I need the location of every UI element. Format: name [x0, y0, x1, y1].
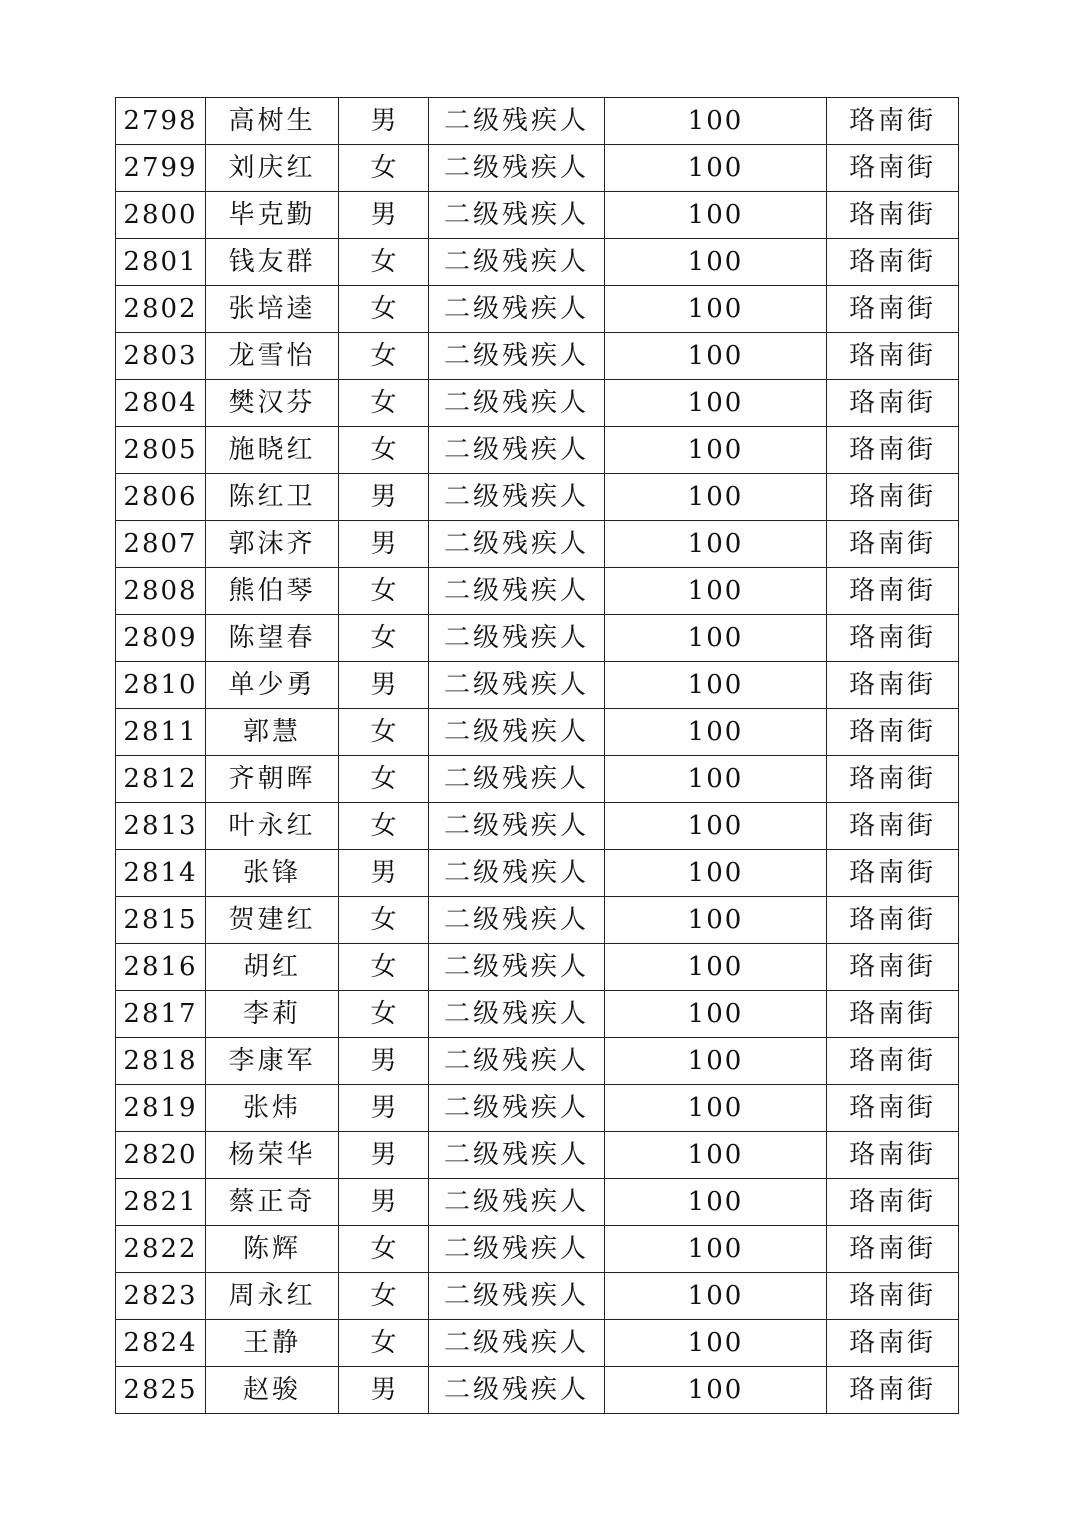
gender-cell: 女 — [339, 803, 429, 850]
row-number-cell: 2821 — [116, 1179, 206, 1226]
amount-cell: 100 — [605, 944, 827, 991]
table-row — [116, 474, 959, 521]
disability-level-cell: 二级残疾人 — [429, 850, 605, 897]
street-cell: 珞南街 — [827, 474, 959, 521]
street-cell: 珞南街 — [827, 1273, 959, 1320]
disability-level-cell: 二级残疾人 — [429, 98, 605, 145]
gender-cell: 男 — [339, 521, 429, 568]
person-name-cell: 胡红 — [206, 944, 339, 991]
disability-level-cell: 二级残疾人 — [429, 145, 605, 192]
person-name-cell: 单少勇 — [206, 662, 339, 709]
person-name-cell: 刘庆红 — [206, 145, 339, 192]
street-cell: 珞南街 — [827, 98, 959, 145]
disability-level-cell: 二级残疾人 — [429, 1273, 605, 1320]
street-cell: 珞南街 — [827, 944, 959, 991]
amount-cell: 100 — [605, 1132, 827, 1179]
amount-cell: 100 — [605, 991, 827, 1038]
gender-cell: 女 — [339, 709, 429, 756]
street-cell: 珞南街 — [827, 521, 959, 568]
table-row — [116, 756, 959, 803]
row-number-cell: 2825 — [116, 1367, 206, 1414]
gender-cell: 男 — [339, 98, 429, 145]
person-name-cell: 钱友群 — [206, 239, 339, 286]
table-row — [116, 1085, 959, 1132]
person-name-cell: 郭沫齐 — [206, 521, 339, 568]
gender-cell: 女 — [339, 756, 429, 803]
gender-cell: 女 — [339, 380, 429, 427]
row-number-cell: 2805 — [116, 427, 206, 474]
disability-level-cell: 二级残疾人 — [429, 615, 605, 662]
disability-level-cell: 二级残疾人 — [429, 1132, 605, 1179]
disability-level-cell: 二级残疾人 — [429, 1179, 605, 1226]
table-row — [116, 709, 959, 756]
row-number-cell: 2798 — [116, 98, 206, 145]
disability-level-cell: 二级残疾人 — [429, 1367, 605, 1414]
row-number-cell: 2808 — [116, 568, 206, 615]
amount-cell: 100 — [605, 756, 827, 803]
table-row — [116, 1367, 959, 1414]
gender-cell: 男 — [339, 662, 429, 709]
disability-level-cell: 二级残疾人 — [429, 897, 605, 944]
disability-level-cell: 二级残疾人 — [429, 380, 605, 427]
disability-level-cell: 二级残疾人 — [429, 1038, 605, 1085]
street-cell: 珞南街 — [827, 239, 959, 286]
gender-cell: 男 — [339, 1085, 429, 1132]
amount-cell: 100 — [605, 98, 827, 145]
street-cell: 珞南街 — [827, 1085, 959, 1132]
gender-cell: 女 — [339, 239, 429, 286]
amount-cell: 100 — [605, 1085, 827, 1132]
person-name-cell: 杨荣华 — [206, 1132, 339, 1179]
amount-cell: 100 — [605, 427, 827, 474]
disability-level-cell: 二级残疾人 — [429, 333, 605, 380]
roster-table — [115, 97, 959, 1414]
person-name-cell: 赵骏 — [206, 1367, 339, 1414]
person-name-cell: 叶永红 — [206, 803, 339, 850]
street-cell: 珞南街 — [827, 615, 959, 662]
amount-cell: 100 — [605, 1038, 827, 1085]
row-number-cell: 2816 — [116, 944, 206, 991]
table-row — [116, 1320, 959, 1367]
row-number-cell: 2802 — [116, 286, 206, 333]
amount-cell: 100 — [605, 1179, 827, 1226]
table-row — [116, 145, 959, 192]
person-name-cell: 樊汉芬 — [206, 380, 339, 427]
amount-cell: 100 — [605, 521, 827, 568]
gender-cell: 男 — [339, 474, 429, 521]
disability-level-cell: 二级残疾人 — [429, 756, 605, 803]
row-number-cell: 2801 — [116, 239, 206, 286]
person-name-cell: 张锋 — [206, 850, 339, 897]
table-row — [116, 286, 959, 333]
row-number-cell: 2812 — [116, 756, 206, 803]
row-number-cell: 2807 — [116, 521, 206, 568]
person-name-cell: 周永红 — [206, 1273, 339, 1320]
street-cell: 珞南街 — [827, 1320, 959, 1367]
disability-level-cell: 二级残疾人 — [429, 192, 605, 239]
table-row — [116, 897, 959, 944]
row-number-cell: 2814 — [116, 850, 206, 897]
gender-cell: 男 — [339, 850, 429, 897]
amount-cell: 100 — [605, 380, 827, 427]
table-row — [116, 192, 959, 239]
gender-cell: 男 — [339, 1132, 429, 1179]
gender-cell: 男 — [339, 192, 429, 239]
gender-cell: 女 — [339, 1226, 429, 1273]
disability-level-cell: 二级残疾人 — [429, 521, 605, 568]
disability-level-cell: 二级残疾人 — [429, 1085, 605, 1132]
disability-level-cell: 二级残疾人 — [429, 803, 605, 850]
person-name-cell: 毕克勤 — [206, 192, 339, 239]
row-number-cell: 2799 — [116, 145, 206, 192]
person-name-cell: 齐朝晖 — [206, 756, 339, 803]
table-row — [116, 944, 959, 991]
table-row — [116, 427, 959, 474]
table-row — [116, 521, 959, 568]
amount-cell: 100 — [605, 1320, 827, 1367]
disability-level-cell: 二级残疾人 — [429, 1320, 605, 1367]
row-number-cell: 2800 — [116, 192, 206, 239]
row-number-cell: 2804 — [116, 380, 206, 427]
gender-cell: 女 — [339, 1320, 429, 1367]
street-cell: 珞南街 — [827, 897, 959, 944]
person-name-cell: 高树生 — [206, 98, 339, 145]
street-cell: 珞南街 — [827, 1179, 959, 1226]
disability-level-cell: 二级残疾人 — [429, 662, 605, 709]
amount-cell: 100 — [605, 1226, 827, 1273]
person-name-cell: 张炜 — [206, 1085, 339, 1132]
street-cell: 珞南街 — [827, 568, 959, 615]
row-number-cell: 2823 — [116, 1273, 206, 1320]
person-name-cell: 熊伯琴 — [206, 568, 339, 615]
street-cell: 珞南街 — [827, 286, 959, 333]
disability-level-cell: 二级残疾人 — [429, 944, 605, 991]
row-number-cell: 2822 — [116, 1226, 206, 1273]
disability-level-cell: 二级残疾人 — [429, 991, 605, 1038]
amount-cell: 100 — [605, 662, 827, 709]
amount-cell: 100 — [605, 803, 827, 850]
amount-cell: 100 — [605, 615, 827, 662]
table-row — [116, 239, 959, 286]
person-name-cell: 郭慧 — [206, 709, 339, 756]
street-cell: 珞南街 — [827, 192, 959, 239]
disability-level-cell: 二级残疾人 — [429, 239, 605, 286]
gender-cell: 女 — [339, 333, 429, 380]
gender-cell: 男 — [339, 1179, 429, 1226]
amount-cell: 100 — [605, 897, 827, 944]
amount-cell: 100 — [605, 333, 827, 380]
disability-level-cell: 二级残疾人 — [429, 286, 605, 333]
person-name-cell: 施晓红 — [206, 427, 339, 474]
street-cell: 珞南街 — [827, 1367, 959, 1414]
street-cell: 珞南街 — [827, 709, 959, 756]
row-number-cell: 2824 — [116, 1320, 206, 1367]
person-name-cell: 陈红卫 — [206, 474, 339, 521]
gender-cell: 女 — [339, 897, 429, 944]
gender-cell: 男 — [339, 1367, 429, 1414]
row-number-cell: 2817 — [116, 991, 206, 1038]
gender-cell: 女 — [339, 944, 429, 991]
street-cell: 珞南街 — [827, 756, 959, 803]
amount-cell: 100 — [605, 1273, 827, 1320]
row-number-cell: 2815 — [116, 897, 206, 944]
row-number-cell: 2806 — [116, 474, 206, 521]
person-name-cell: 陈望春 — [206, 615, 339, 662]
amount-cell: 100 — [605, 474, 827, 521]
gender-cell: 女 — [339, 991, 429, 1038]
amount-cell: 100 — [605, 145, 827, 192]
gender-cell: 男 — [339, 1038, 429, 1085]
row-number-cell: 2803 — [116, 333, 206, 380]
street-cell: 珞南街 — [827, 662, 959, 709]
amount-cell: 100 — [605, 850, 827, 897]
disability-level-cell: 二级残疾人 — [429, 1226, 605, 1273]
gender-cell: 女 — [339, 568, 429, 615]
table-row — [116, 850, 959, 897]
row-number-cell: 2818 — [116, 1038, 206, 1085]
street-cell: 珞南街 — [827, 380, 959, 427]
gender-cell: 女 — [339, 145, 429, 192]
table-row — [116, 991, 959, 1038]
person-name-cell: 贺建红 — [206, 897, 339, 944]
gender-cell: 女 — [339, 427, 429, 474]
table-row — [116, 803, 959, 850]
person-name-cell: 李莉 — [206, 991, 339, 1038]
gender-cell: 女 — [339, 286, 429, 333]
street-cell: 珞南街 — [827, 1132, 959, 1179]
street-cell: 珞南街 — [827, 427, 959, 474]
row-number-cell: 2820 — [116, 1132, 206, 1179]
roster-body — [116, 98, 959, 1414]
amount-cell: 100 — [605, 192, 827, 239]
table-row — [116, 1273, 959, 1320]
person-name-cell: 龙雪怡 — [206, 333, 339, 380]
table-row — [116, 1038, 959, 1085]
row-number-cell: 2819 — [116, 1085, 206, 1132]
row-number-cell: 2811 — [116, 709, 206, 756]
person-name-cell: 张培逵 — [206, 286, 339, 333]
amount-cell: 100 — [605, 1367, 827, 1414]
table-row — [116, 568, 959, 615]
person-name-cell: 蔡正奇 — [206, 1179, 339, 1226]
table-row — [116, 1132, 959, 1179]
disability-level-cell: 二级残疾人 — [429, 474, 605, 521]
street-cell: 珞南街 — [827, 803, 959, 850]
table-row — [116, 615, 959, 662]
street-cell: 珞南街 — [827, 1038, 959, 1085]
row-number-cell: 2813 — [116, 803, 206, 850]
person-name-cell: 王静 — [206, 1320, 339, 1367]
street-cell: 珞南街 — [827, 145, 959, 192]
disability-level-cell: 二级残疾人 — [429, 427, 605, 474]
table-row — [116, 1226, 959, 1273]
disability-level-cell: 二级残疾人 — [429, 568, 605, 615]
street-cell: 珞南街 — [827, 1226, 959, 1273]
disability-level-cell: 二级残疾人 — [429, 709, 605, 756]
table-row — [116, 333, 959, 380]
amount-cell: 100 — [605, 568, 827, 615]
gender-cell: 女 — [339, 615, 429, 662]
amount-cell: 100 — [605, 239, 827, 286]
row-number-cell: 2809 — [116, 615, 206, 662]
street-cell: 珞南街 — [827, 333, 959, 380]
table-row — [116, 380, 959, 427]
amount-cell: 100 — [605, 286, 827, 333]
street-cell: 珞南街 — [827, 991, 959, 1038]
table-row — [116, 662, 959, 709]
table-row — [116, 98, 959, 145]
amount-cell: 100 — [605, 709, 827, 756]
person-name-cell: 陈辉 — [206, 1226, 339, 1273]
table-row — [116, 1179, 959, 1226]
person-name-cell: 李康军 — [206, 1038, 339, 1085]
gender-cell: 女 — [339, 1273, 429, 1320]
street-cell: 珞南街 — [827, 850, 959, 897]
row-number-cell: 2810 — [116, 662, 206, 709]
